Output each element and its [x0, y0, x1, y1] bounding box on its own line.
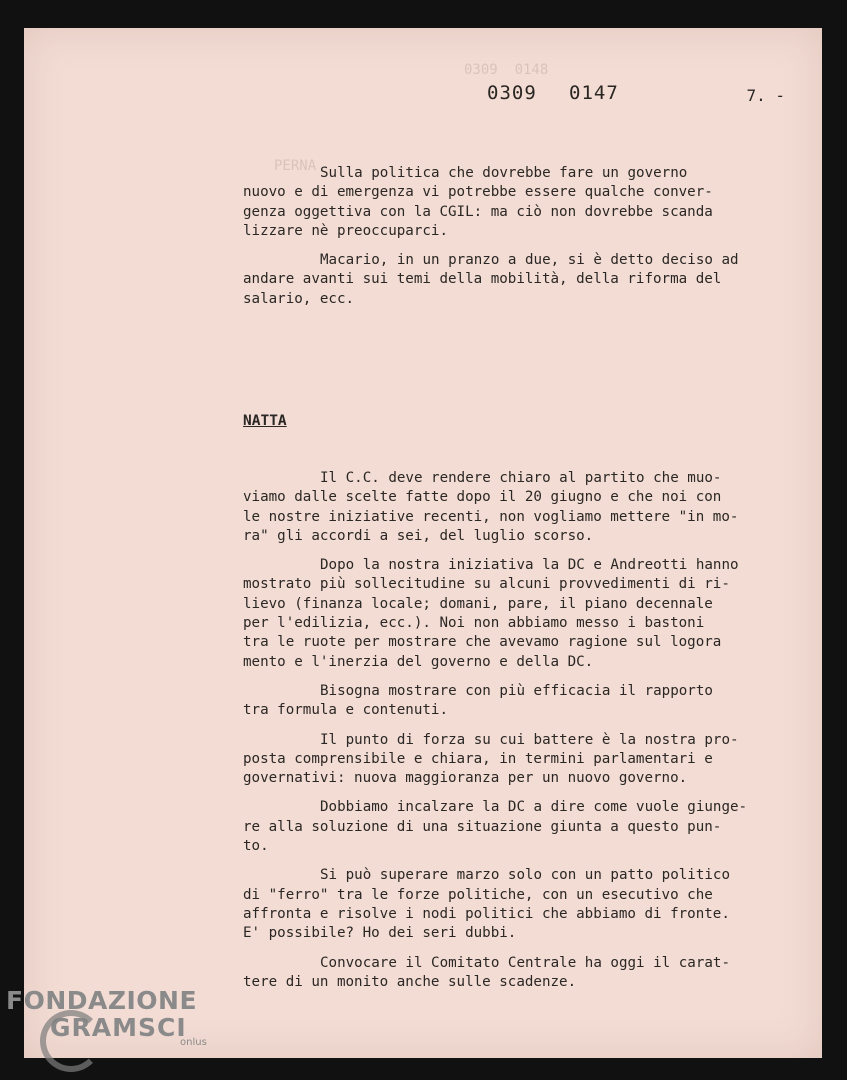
- paragraph: Macario, in un pranzo a due, si è detto deciso ad andare avanti sui temi della mobilità, della riforma del salario, ecc.: [243, 252, 739, 307]
- paragraph: Il C.C. deve rendere chiaro al partito che muo- viamo dalle scelte fatte dopo il 20 giugno e che noi con le nostre iniziative recenti, non vogliamo mettere "in mo- ra" gli accordi a sei, del luglio scorso.: [243, 470, 739, 544]
- logo-line2: GRAMSCI: [50, 1013, 187, 1042]
- paragraph: Bisogna mostrare con più efficacia il rapporto tra formula e contenuti.: [243, 682, 713, 719]
- paragraph: Dopo la nostra iniziativa la DC e Andreotti hanno mostrato più sollecitudine su alcuni provvedimenti di ri- lievo (finanza locale; domani, pare, il piano decennale per l'edilizia, ecc.). Noi non abbiamo messo i bastoni tra le ruote per mostrare che avevamo ragione sul logora mento e l'inerzia del governo e della DC.: [243, 557, 739, 670]
- logo-g-icon: [40, 1010, 102, 1072]
- archive-stamp-right: 0147: [569, 82, 619, 104]
- speaker-heading: NATTA: [243, 413, 287, 429]
- paragraph: Dobbiamo incalzare la DC a dire come vuole giunge- re alla soluzione di una situazione giunta a questo pun- to.: [243, 799, 748, 855]
- fondazione-gramsci-logo: [6, 988, 207, 1048]
- archive-stamp-left: 0309: [487, 82, 537, 104]
- paragraph: Si può superare marzo solo con un patto politico di "ferro" tra le forze politiche, con un esecutivo che affronta e risolve i nodi politici che abbiamo di fronte. E' possibile? Ho dei seri dubbi.: [243, 867, 730, 942]
- logo-sub: onlus: [180, 1037, 207, 1048]
- page-number: 7. -: [746, 86, 785, 105]
- bleed-through-texture: PERNA: [274, 158, 317, 174]
- paragraph: Il punto di forza su cui battere è la nostra pro- posta comprensibile e chiara, in termini parlamentari e governativi: nuova maggioranza per un nuovo governo.: [243, 731, 739, 787]
- paragraph: Convocare il Comitato Centrale ha oggi il carat- tere di un monito anche sulle scadenze.: [243, 954, 730, 990]
- paragraph: Sulla politica che dovrebbe fare un governo nuovo e di emergenza vi potrebbe essere qualche conver- genza oggettiva con la CGIL: ma ciò non dovrebbe scanda lizzare nè preoccuparci.: [243, 165, 713, 239]
- section-natta: [243, 469, 803, 1002]
- logo-line1: FONDAZIONE: [6, 986, 198, 1015]
- bleed-through-texture: 0309 0148: [464, 62, 549, 78]
- section-intro: [243, 164, 803, 319]
